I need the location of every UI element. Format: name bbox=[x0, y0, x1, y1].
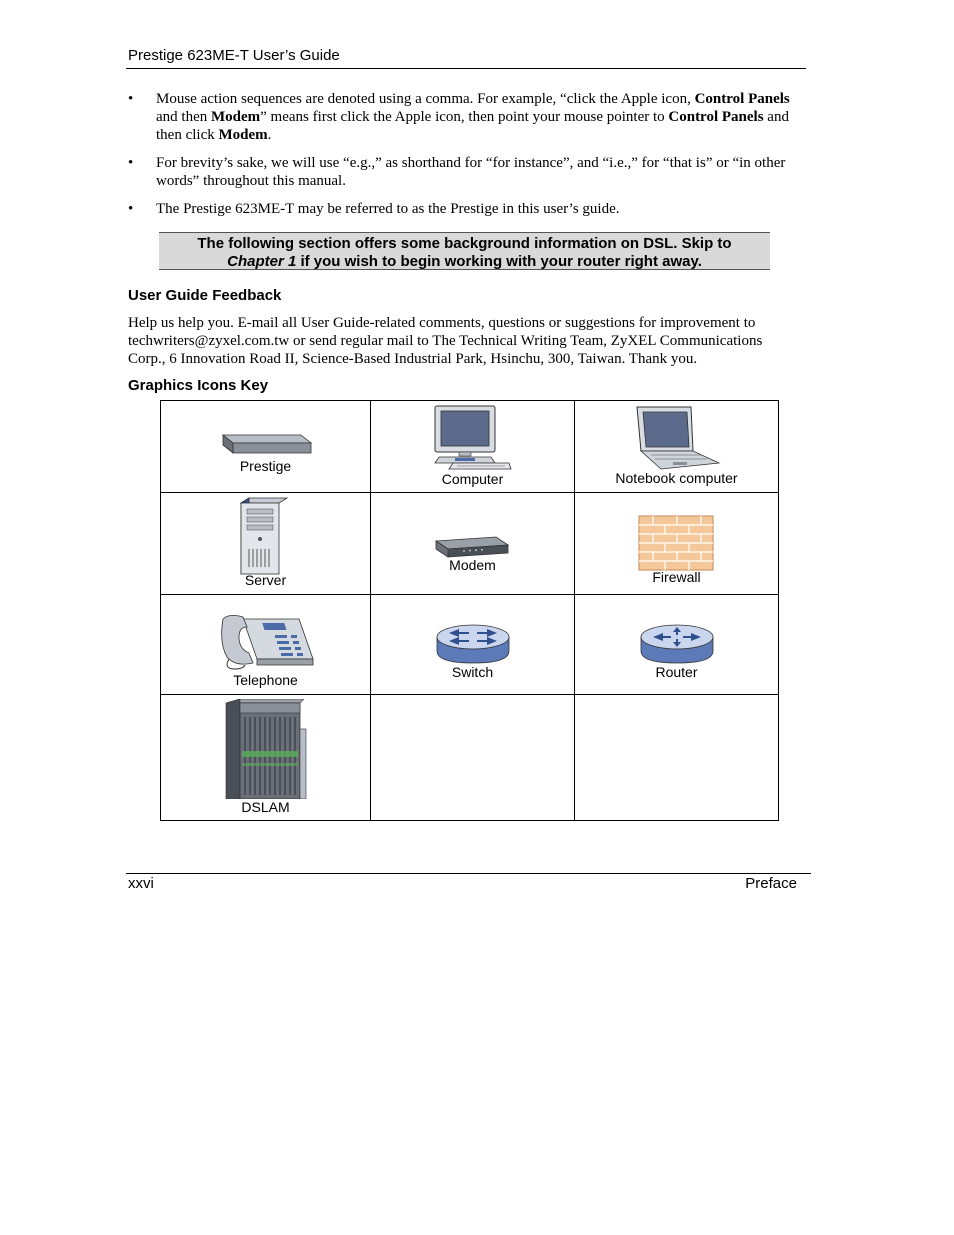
switch-label: Switch bbox=[451, 664, 494, 680]
feedback-text: Help us help you. E-mail all User Guide-related comments, questions or suggestions for improvement to techwriters@zyxel.com.tw or send regular mail to The Technical Writing Team, ZyXEL Communications Corp., 6 Innovation Road II, Science-Based Industrial Park, Hsinchu, 300, Taiwan. Thank you. bbox=[128, 315, 763, 367]
bullet-symbol: • bbox=[128, 91, 134, 107]
dslam-icon bbox=[224, 699, 308, 799]
bullet-text: . bbox=[267, 127, 272, 143]
icon-cell-notebook bbox=[575, 401, 779, 493]
icon-cell-firewall bbox=[575, 493, 779, 595]
footer-section: Preface bbox=[745, 875, 797, 892]
telephone-label: Telephone bbox=[233, 672, 298, 688]
notebook-icon bbox=[635, 405, 721, 471]
icon-cell-prestige bbox=[161, 401, 371, 493]
bullet-bold: Control Panels bbox=[694, 91, 790, 107]
empty-cell bbox=[575, 695, 779, 821]
bullet-list bbox=[128, 90, 798, 228]
bullet-text: For brevity’s sake, we will use “e.g.,” as shorthand for “for instance”, and “i.e.,” for “that is” or “in other words” throughout this manual. bbox=[156, 155, 786, 189]
modem-label: Modem bbox=[449, 557, 496, 573]
notice-line1: The following section offers some background information on DSL. Skip to bbox=[197, 235, 732, 252]
icon-cell-modem bbox=[371, 493, 575, 595]
icon-cell-switch bbox=[371, 595, 575, 695]
switch-icon bbox=[435, 623, 511, 665]
modem-icon bbox=[434, 535, 510, 559]
bullet-bold: Control Panels bbox=[668, 109, 764, 125]
bullet-text: The Prestige 623ME-T may be referred to as the Prestige in this user’s guide. bbox=[156, 201, 620, 217]
icon-cell-router bbox=[575, 595, 779, 695]
firewall-icon bbox=[638, 515, 714, 571]
notice-box bbox=[159, 232, 770, 270]
footer-page-number: xxvi bbox=[128, 875, 154, 892]
icons-key-heading: Graphics Icons Key bbox=[128, 377, 269, 394]
icon-cell-computer bbox=[371, 401, 575, 493]
bullet-bold: Modem bbox=[218, 127, 268, 143]
header-title: Prestige 623ME-T User’s Guide bbox=[128, 47, 340, 64]
chapter-link[interactable]: Chapter 1 bbox=[227, 253, 297, 270]
bullet-symbol: • bbox=[128, 155, 134, 171]
bullet-item-prestige bbox=[128, 200, 798, 218]
bullet-text: ” means first click the Apple icon, then point your mouse pointer to bbox=[260, 109, 669, 125]
prestige-icon bbox=[219, 431, 313, 457]
router-label: Router bbox=[655, 664, 698, 680]
server-label: Server bbox=[244, 572, 287, 588]
server-icon bbox=[239, 497, 289, 575]
bullet-item-mouse bbox=[128, 90, 798, 144]
icon-cell-server bbox=[161, 493, 371, 595]
bullet-text: and then click bbox=[156, 109, 789, 143]
icon-cell-dslam bbox=[161, 695, 371, 821]
router-icon bbox=[639, 623, 715, 665]
feedback-heading: User Guide Feedback bbox=[128, 287, 282, 304]
empty-cell bbox=[371, 695, 575, 821]
firewall-label: Firewall bbox=[652, 569, 701, 585]
icon-cell-telephone bbox=[161, 595, 371, 695]
bullet-text: Mouse action sequences are denoted using a comma. For example, “click the Apple icon, bbox=[156, 91, 695, 107]
bullet-symbol: • bbox=[128, 201, 134, 217]
header-rule bbox=[126, 68, 806, 69]
dslam-label: DSLAM bbox=[241, 799, 290, 815]
computer-icon bbox=[433, 405, 513, 471]
telephone-icon bbox=[219, 613, 315, 671]
bullet-bold: Modem bbox=[210, 109, 261, 125]
notice-line2 bbox=[159, 253, 770, 271]
footer-rule bbox=[126, 873, 811, 874]
icons-key-table bbox=[160, 400, 779, 821]
prestige-label: Prestige bbox=[239, 458, 292, 474]
bullet-text: and then bbox=[156, 109, 211, 125]
notebook-label: Notebook computer bbox=[615, 470, 738, 486]
notice-line2-text: if you wish to begin working with your router right away. bbox=[296, 253, 702, 270]
computer-label: Computer bbox=[441, 471, 504, 487]
bullet-item-brevity bbox=[128, 154, 798, 190]
